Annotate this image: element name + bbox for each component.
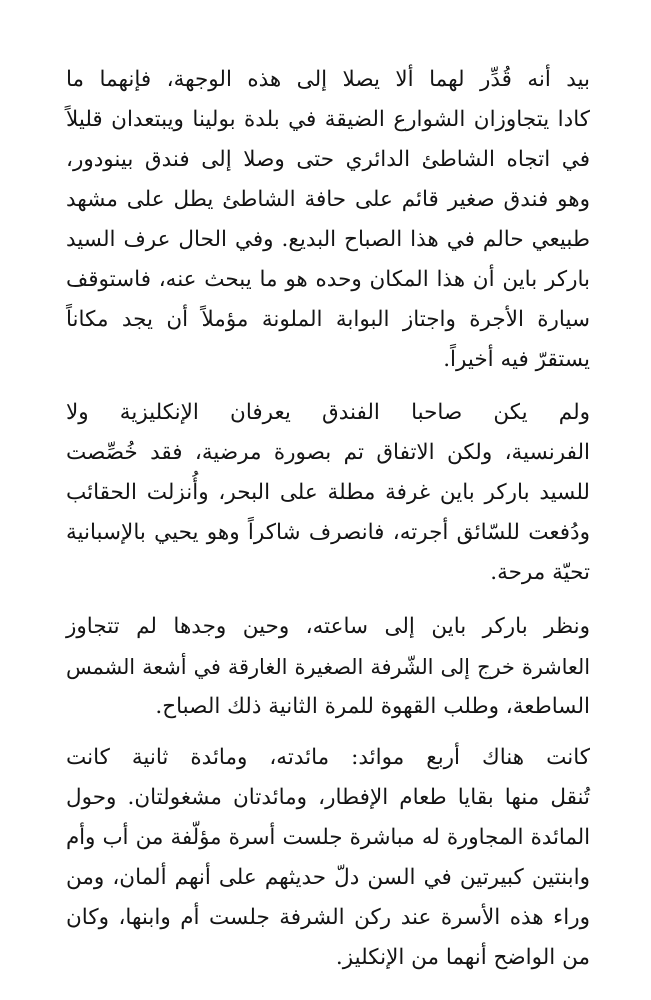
- paragraph-line: سيارة الأجرة واجتاز البوابة الملونة مؤملاً أن يجد مكاناً: [66, 307, 590, 332]
- paragraph-line: بيد أنه قُدِّر لهما ألا يصلا إلى هذه الوجهة، فإنهما ما: [66, 67, 590, 92]
- paragraph-line: الساطعة، وطلب القهوة للمرة الثانية ذلك الصباح.: [155, 694, 590, 719]
- paragraph-line: وراء هذه الأسرة عند ركن الشرفة جلست أم وابنها، وكان: [66, 905, 590, 930]
- paragraph-line: المائدة المجاورة له مباشرة جلست أسرة مؤلّفة من أب وأم: [66, 825, 590, 850]
- paragraph-line: تحيّة مرحة.: [490, 560, 590, 585]
- paragraph-line: الفرنسية، ولكن الاتفاق تم بصورة مرضية، فقد خُصِّصت: [66, 440, 590, 465]
- paragraph-line: ونظر باركر باين إلى ساعته، وحين وجدها لم تتجاوز: [66, 614, 590, 639]
- paragraph-line: ولم يكن صاحبا الفندق يعرفان الإنكليزية ولا: [66, 400, 590, 425]
- paragraph-line: باركر باين أن هذا المكان وحده هو ما يبحث عنه، فاستوقف: [66, 267, 590, 292]
- paragraph-line: كادا يتجاوزان الشوارع الضيقة في بلدة بولينا ويبتعدان قليلاً: [66, 107, 590, 132]
- paragraph-line: في اتجاه الشاطئ الدائري حتى وصلا إلى فندق بينودور،: [66, 147, 590, 172]
- paragraph-line: طبيعي حالم في هذا الصباح البديع. وفي الحال عرف السيد: [66, 227, 590, 252]
- paragraph-4: [66, 738, 590, 978]
- paragraph-line: وابنتين كبيرتين في السن دلّ حديثهم على أنهم ألمان، ومن: [66, 865, 590, 890]
- paragraph-line: يستقرّ فيه أخيراً.: [443, 347, 590, 372]
- paragraph-line: كانت هناك أربع موائد: مائدته، ومائدة ثانية كانت: [66, 745, 590, 770]
- paragraph-1: [66, 60, 590, 380]
- paragraph-line: العاشرة خرج إلى الشّرفة الصغيرة الغارقة في أشعة الشمس: [66, 655, 590, 679]
- paragraph-line: للسيد باركر باين غرفة مطلة على البحر، وأُنزلت الحقائب: [66, 480, 590, 505]
- paragraph-2: [66, 393, 590, 593]
- paragraph-line: وهو فندق صغير قائم على حافة الشاطئ يطل على مشهد: [66, 187, 590, 212]
- paragraph-line: تُنقل منها بقايا طعام الإفطار، ومائدتان مشغولتان. وحول: [66, 785, 590, 810]
- paragraph-line: من الواضح أنهما من الإنكليز.: [335, 945, 590, 970]
- paragraph-line: ودُفعت للسّائق أجرته، فانصرف شاكراً وهو يحيي بالإسبانية: [66, 520, 590, 545]
- paragraph-3: [66, 607, 590, 727]
